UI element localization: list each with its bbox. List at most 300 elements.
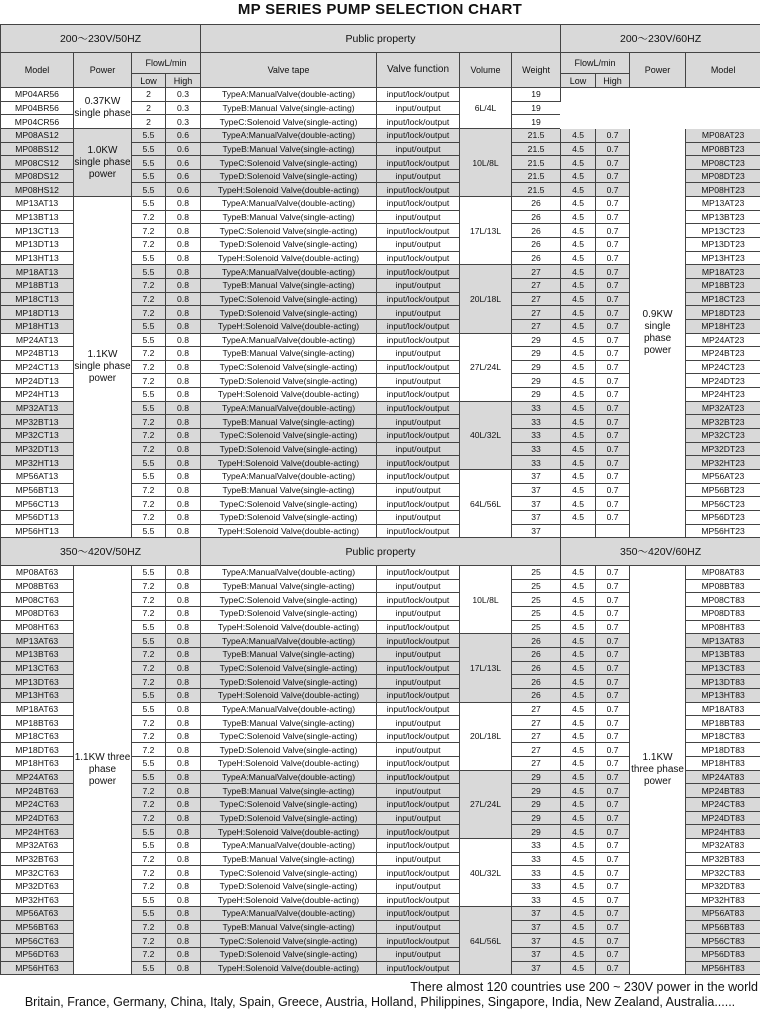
model-cell-right: MP18HT83: [686, 757, 760, 771]
flow-high-cell-right: 0.7: [596, 770, 630, 784]
flow-high-cell-right: 0.7: [596, 401, 630, 415]
flow-low-cell: 7.2: [132, 483, 166, 497]
flow-low-cell: 5.5: [132, 142, 166, 156]
table-row: [1, 128, 760, 142]
weight-cell: 27: [512, 292, 561, 306]
flow-high-cell: 0.8: [166, 593, 201, 607]
flow-high-cell: 0.8: [166, 729, 201, 743]
valve-tape-cell: TypeA:ManualValve(double-acting): [201, 838, 377, 852]
valve-tape-cell: TypeA:ManualValve(double-acting): [201, 469, 377, 483]
flow-high-cell: 0.3: [166, 115, 201, 129]
valve-tape-cell: TypeB:Manual Valve(single-acting): [201, 278, 377, 292]
model-cell: MP56BT63: [1, 920, 74, 934]
flow-low-cell: 7.2: [132, 579, 166, 593]
flow-low-cell-right: 4.5: [561, 770, 596, 784]
valve-tape-column-header: Valve tape: [201, 53, 377, 88]
flow-high-cell-right: 0.7: [596, 893, 630, 907]
flow-low-cell: 7.2: [132, 278, 166, 292]
model-cell-right: MP56AT23: [686, 469, 760, 483]
flow-high-cell: 0.8: [166, 415, 201, 429]
valve-function-cell: input/lock/output: [377, 251, 460, 265]
flow-low-cell: 7.2: [132, 415, 166, 429]
flow-high-cell-right: 0.7: [596, 251, 630, 265]
flow-low-cell-right: 4.5: [561, 169, 596, 183]
model-cell: MP32AT63: [1, 838, 74, 852]
valve-function-cell: input/output: [377, 647, 460, 661]
weight-cell: 37: [512, 483, 561, 497]
valve-function-cell: input/lock/output: [377, 566, 460, 580]
weight-cell: 25: [512, 620, 561, 634]
selection-table: [0, 24, 760, 975]
flow-high-cell: 0.8: [166, 319, 201, 333]
flow-low-cell-right: 4.5: [561, 497, 596, 511]
weight-cell: 25: [512, 566, 561, 580]
flow-high-cell: 0.6: [166, 169, 201, 183]
weight-cell: 27: [512, 319, 561, 333]
valve-function-cell: input/output: [377, 442, 460, 456]
valve-tape-cell: TypeC:Solenoid Valve(single-acting): [201, 156, 377, 170]
flow-high-cell: 0.8: [166, 483, 201, 497]
model-cell: MP18HT63: [1, 757, 74, 771]
model-cell: MP18BT63: [1, 716, 74, 730]
valve-function-cell: input/output: [377, 852, 460, 866]
weight-cell: 33: [512, 456, 561, 470]
valve-function-cell: input/output: [377, 510, 460, 524]
flow-low-cell-right: 4.5: [561, 825, 596, 839]
weight-cell: 26: [512, 688, 561, 702]
valve-function-cell: input/lock/output: [377, 224, 460, 238]
model-cell-right: MP08BT23: [686, 142, 760, 156]
model-cell-right: MP24DT83: [686, 811, 760, 825]
flow-low-cell-right: 4.5: [561, 838, 596, 852]
valve-function-cell: input/output: [377, 675, 460, 689]
weight-cell: 29: [512, 388, 561, 402]
valve-function-cell: input/lock/output: [377, 934, 460, 948]
flow-high-cell: 0.8: [166, 360, 201, 374]
flow-high-cell: 0.8: [166, 852, 201, 866]
flow-high-cell: 0.8: [166, 866, 201, 880]
model-cell: MP56HT63: [1, 961, 74, 975]
flow-high-cell-right: 0.7: [596, 825, 630, 839]
valve-tape-cell: TypeH:Solenoid Valve(double-acting): [201, 961, 377, 975]
valve-tape-cell: TypeC:Solenoid Valve(single-acting): [201, 729, 377, 743]
weight-cell: 37: [512, 497, 561, 511]
valve-tape-cell: TypeB:Manual Valve(single-acting): [201, 579, 377, 593]
flow-low-cell-right: 4.5: [561, 798, 596, 812]
model-cell-right: MP13HT83: [686, 688, 760, 702]
power-cell: 1.1KW three phase power: [74, 566, 132, 975]
valve-tape-cell: TypeH:Solenoid Valve(double-acting): [201, 620, 377, 634]
flow-low-cell-right: 4.5: [561, 401, 596, 415]
valve-function-cell: input/output: [377, 347, 460, 361]
model-cell: MP56HT13: [1, 524, 74, 538]
flow-low-cell: 5.5: [132, 333, 166, 347]
flow-high-cell-right: [596, 524, 630, 538]
weight-cell: 29: [512, 347, 561, 361]
model-cell-right: MP56CT83: [686, 934, 760, 948]
flow-low-cell-right: [561, 524, 596, 538]
flow-low-cell-right: 4.5: [561, 893, 596, 907]
valve-function-cell: input/output: [377, 306, 460, 320]
volume-cell: 27L/24L: [460, 770, 512, 838]
model-cell: MP13HT63: [1, 688, 74, 702]
flow-high-cell-right: 0.7: [596, 442, 630, 456]
flow-high-cell: 0.8: [166, 961, 201, 975]
valve-tape-cell: TypeC:Solenoid Valve(single-acting): [201, 497, 377, 511]
model-cell: MP56AT63: [1, 907, 74, 921]
model-cell-right: MP24AT83: [686, 770, 760, 784]
valve-tape-cell: TypeC:Solenoid Valve(single-acting): [201, 360, 377, 374]
valve-tape-cell: TypeA:ManualValve(double-acting): [201, 333, 377, 347]
flow-high-cell: 0.8: [166, 306, 201, 320]
valve-function-cell: input/lock/output: [377, 893, 460, 907]
model-cell-right: MP24AT23: [686, 333, 760, 347]
model-cell: MP18AT63: [1, 702, 74, 716]
flow-high-cell: 0.8: [166, 566, 201, 580]
model-cell: MP24HT63: [1, 825, 74, 839]
model-cell: MP13HT13: [1, 251, 74, 265]
flow-low-cell: 7.2: [132, 510, 166, 524]
valve-function-cell: input/output: [377, 210, 460, 224]
flow-low-cell-right: 4.5: [561, 197, 596, 211]
model-cell-right: MP08HT23: [686, 183, 760, 197]
model-cell-right: MP32CT83: [686, 866, 760, 880]
weight-cell: 25: [512, 607, 561, 621]
model-cell: MP56BT13: [1, 483, 74, 497]
volume-cell: 6L/4L: [460, 88, 512, 129]
valve-function-cell: input/lock/output: [377, 333, 460, 347]
weight-cell: 27: [512, 729, 561, 743]
model-cell-right: MP18BT83: [686, 716, 760, 730]
flow-low-cell: 5.5: [132, 524, 166, 538]
flow-low-cell: 7.2: [132, 866, 166, 880]
flow-high-cell: 0.8: [166, 292, 201, 306]
model-cell: MP08BS12: [1, 142, 74, 156]
model-cell: MP18AT13: [1, 265, 74, 279]
weight-cell: 33: [512, 838, 561, 852]
model-cell-right: MP08DT83: [686, 607, 760, 621]
flow-high-cell: 0.8: [166, 374, 201, 388]
flow-high-cell: 0.8: [166, 579, 201, 593]
valve-tape-cell: TypeB:Manual Valve(single-acting): [201, 347, 377, 361]
model-cell: MP18DT63: [1, 743, 74, 757]
flow-low-cell: 5.5: [132, 156, 166, 170]
power-cell: 0.37KW single phase: [74, 88, 132, 129]
flow-high-cell: 0.8: [166, 825, 201, 839]
weight-cell: 33: [512, 893, 561, 907]
model-cell: MP24CT63: [1, 798, 74, 812]
flow-low-cell-right: 4.5: [561, 306, 596, 320]
flow-low-cell: 5.5: [132, 757, 166, 771]
flow-low-cell-right: 4.5: [561, 292, 596, 306]
model-cell-right: MP13DT23: [686, 238, 760, 252]
flow-low-cell-right: 4.5: [561, 319, 596, 333]
flow-high-cell-right: 0.7: [596, 278, 630, 292]
model-cell-right: MP13DT83: [686, 675, 760, 689]
flow-high-cell: 0.8: [166, 934, 201, 948]
flow-high-cell: 0.8: [166, 238, 201, 252]
model-cell-right: MP08CT83: [686, 593, 760, 607]
valve-tape-cell: TypeC:Solenoid Valve(single-acting): [201, 115, 377, 129]
volume-cell: 64L/56L: [460, 469, 512, 537]
valve-tape-cell: TypeC:Solenoid Valve(single-acting): [201, 593, 377, 607]
model-cell: MP18HT13: [1, 319, 74, 333]
flow-high-cell-right: 0.7: [596, 620, 630, 634]
model-cell: MP18CT63: [1, 729, 74, 743]
volume-cell: 20L/18L: [460, 702, 512, 770]
valve-tape-cell: TypeA:ManualValve(double-acting): [201, 401, 377, 415]
valve-tape-cell: TypeD:Solenoid Valve(single-acting): [201, 675, 377, 689]
flow-high-cell: 0.8: [166, 429, 201, 443]
weight-cell: 33: [512, 401, 561, 415]
flow-low-cell-right: 4.5: [561, 238, 596, 252]
flow-high-cell: 0.8: [166, 224, 201, 238]
flow-high-cell-right: 0.7: [596, 688, 630, 702]
model-cell: MP08DS12: [1, 169, 74, 183]
flow-high-cell: 0.8: [166, 401, 201, 415]
model-cell-right: MP18DT23: [686, 306, 760, 320]
valve-function-cell: input/lock/output: [377, 757, 460, 771]
valve-function-cell: input/lock/output: [377, 620, 460, 634]
flow-high-cell-right: 0.7: [596, 907, 630, 921]
valve-function-cell: input/lock/output: [377, 156, 460, 170]
model-cell-right: MP18BT23: [686, 278, 760, 292]
model-cell: MP56AT13: [1, 469, 74, 483]
flow-low-cell: 7.2: [132, 607, 166, 621]
flow-low-cell: 5.5: [132, 456, 166, 470]
weight-cell: 37: [512, 920, 561, 934]
flow-high-cell: 0.8: [166, 920, 201, 934]
valve-function-cell: input/output: [377, 101, 460, 115]
flow-high-cell-right: 0.7: [596, 319, 630, 333]
flow-low-cell-right: 4.5: [561, 647, 596, 661]
section-header-row: [1, 538, 760, 566]
model-cell: MP32BT63: [1, 852, 74, 866]
valve-function-cell: input/lock/output: [377, 688, 460, 702]
model-cell-right: MP24DT23: [686, 374, 760, 388]
model-cell: MP08AS12: [1, 128, 74, 142]
flow-low-cell-right: 4.5: [561, 852, 596, 866]
model-cell-right: MP18AT23: [686, 265, 760, 279]
model-cell-right: MP18AT83: [686, 702, 760, 716]
flow-low-cell-right: 4.5: [561, 784, 596, 798]
flow-low-cell-right: 4.5: [561, 265, 596, 279]
flow-low-cell: 7.2: [132, 798, 166, 812]
valve-tape-cell: TypeA:ManualValve(double-acting): [201, 128, 377, 142]
weight-cell: 21.5: [512, 169, 561, 183]
model-cell-right: MP24CT83: [686, 798, 760, 812]
flow-low-cell-right: 4.5: [561, 675, 596, 689]
valve-tape-cell: TypeD:Solenoid Valve(single-acting): [201, 811, 377, 825]
valve-tape-cell: TypeB:Manual Valve(single-acting): [201, 647, 377, 661]
flow-low-cell: 5.5: [132, 634, 166, 648]
valve-function-cell: input/lock/output: [377, 360, 460, 374]
model-cell-right: MP08BT83: [686, 579, 760, 593]
flow-high-cell-right: 0.7: [596, 607, 630, 621]
model-cell: MP13BT63: [1, 647, 74, 661]
flow-high-cell-right: 0.7: [596, 388, 630, 402]
valve-function-cell: input/lock/output: [377, 497, 460, 511]
flow-high-cell-right: 0.7: [596, 265, 630, 279]
model-cell: MP13CT63: [1, 661, 74, 675]
valve-tape-cell: TypeA:ManualValve(double-acting): [201, 634, 377, 648]
flow-low-cell-right: 4.5: [561, 429, 596, 443]
flow-high-cell: 0.8: [166, 497, 201, 511]
flow-low-cell-right: 4.5: [561, 360, 596, 374]
flow-low-cell: 7.2: [132, 593, 166, 607]
flow-high-cell-right: 0.7: [596, 920, 630, 934]
model-cell: MP04CR56: [1, 115, 74, 129]
valve-function-cell: input/lock/output: [377, 798, 460, 812]
model-cell: MP56DT13: [1, 510, 74, 524]
power-cell: 1.0KW single phase power: [74, 128, 132, 196]
flow-low-cell-right: 4.5: [561, 866, 596, 880]
valve-function-cell: input/lock/output: [377, 961, 460, 975]
valve-tape-cell: TypeD:Solenoid Valve(single-acting): [201, 948, 377, 962]
flow-high-cell: 0.8: [166, 278, 201, 292]
flow-high-cell: 0.8: [166, 702, 201, 716]
weight-cell: 33: [512, 442, 561, 456]
flow-low-cell-right: 4.5: [561, 879, 596, 893]
power-cell-right: 0.9KW single phase power: [630, 128, 686, 537]
model-cell: MP32BT13: [1, 415, 74, 429]
flow-low-cell-right: 4.5: [561, 593, 596, 607]
flow-low-cell: 7.2: [132, 934, 166, 948]
valve-function-cell: input/lock/output: [377, 388, 460, 402]
weight-cell: 21.5: [512, 128, 561, 142]
flow-high-cell: 0.8: [166, 907, 201, 921]
model-cell: MP24BT13: [1, 347, 74, 361]
valve-tape-cell: TypeD:Solenoid Valve(single-acting): [201, 743, 377, 757]
flow-low-cell-right: 4.5: [561, 456, 596, 470]
model-cell: MP56CT63: [1, 934, 74, 948]
valve-tape-cell: TypeA:ManualValve(double-acting): [201, 907, 377, 921]
valve-function-cell: input/lock/output: [377, 115, 460, 129]
flow-high-cell-right: 0.7: [596, 238, 630, 252]
valve-tape-cell: TypeH:Solenoid Valve(double-acting): [201, 825, 377, 839]
flow-column-header-right: FlowL/min: [561, 53, 630, 74]
model-cell-right: MP18CT23: [686, 292, 760, 306]
valve-tape-cell: TypeD:Solenoid Valve(single-acting): [201, 169, 377, 183]
valve-function-cell: input/lock/output: [377, 634, 460, 648]
model-cell-right: MP08DT23: [686, 169, 760, 183]
model-cell-right: MP18DT83: [686, 743, 760, 757]
model-cell: MP32HT63: [1, 893, 74, 907]
flow-low-cell-right: 4.5: [561, 142, 596, 156]
weight-cell: 19: [512, 101, 561, 115]
flow-low-cell-right: 4.5: [561, 483, 596, 497]
valve-function-cell: input/lock/output: [377, 88, 460, 102]
model-cell-right: MP13AT83: [686, 634, 760, 648]
flow-low-cell-right: 4.5: [561, 907, 596, 921]
valve-function-cell: input/lock/output: [377, 838, 460, 852]
flow-high-cell-right: 0.7: [596, 811, 630, 825]
flow-low-cell: 5.5: [132, 620, 166, 634]
flow-high-cell: 0.8: [166, 347, 201, 361]
table-row: [1, 88, 760, 102]
flow-low-cell-right: 4.5: [561, 278, 596, 292]
flow-high-cell: 0.8: [166, 388, 201, 402]
flow-high-cell: 0.8: [166, 743, 201, 757]
flow-high-cell-right: 0.7: [596, 360, 630, 374]
flow-low-cell-right: 4.5: [561, 224, 596, 238]
model-cell-right: MP18HT23: [686, 319, 760, 333]
flow-low-cell-right: 4.5: [561, 811, 596, 825]
flow-high-cell: 0.8: [166, 770, 201, 784]
flow-high-cell-right: 0.7: [596, 879, 630, 893]
weight-cell: 29: [512, 770, 561, 784]
flow-high-cell: 0.8: [166, 197, 201, 211]
flow-high-cell-right: 0.7: [596, 852, 630, 866]
flow-low-cell: 5.5: [132, 907, 166, 921]
flow-low-cell: 7.2: [132, 661, 166, 675]
flow-low-cell-right: 4.5: [561, 415, 596, 429]
valve-tape-cell: TypeC:Solenoid Valve(single-acting): [201, 292, 377, 306]
model-cell: MP04AR56: [1, 88, 74, 102]
model-cell: MP08CT63: [1, 593, 74, 607]
flow-low-cell: 5.5: [132, 961, 166, 975]
flow-high-cell: 0.8: [166, 757, 201, 771]
flow-low-cell: 7.2: [132, 374, 166, 388]
model-cell-right: MP32DT23: [686, 442, 760, 456]
flow-high-cell: 0.8: [166, 838, 201, 852]
flow-low-header-right: Low: [561, 74, 596, 88]
valve-tape-cell: TypeC:Solenoid Valve(single-acting): [201, 224, 377, 238]
weight-cell: 37: [512, 961, 561, 975]
flow-high-cell-right: 0.7: [596, 729, 630, 743]
valve-function-cell: input/lock/output: [377, 866, 460, 880]
valve-function-cell: input/lock/output: [377, 456, 460, 470]
weight-cell: 37: [512, 948, 561, 962]
weight-cell: 21.5: [512, 156, 561, 170]
flow-low-cell: 2: [132, 101, 166, 115]
flow-high-cell-right: 0.7: [596, 156, 630, 170]
valve-tape-cell: TypeH:Solenoid Valve(double-acting): [201, 388, 377, 402]
valve-function-cell: input/output: [377, 483, 460, 497]
valve-function-cell: input/lock/output: [377, 825, 460, 839]
flow-low-cell: 7.2: [132, 210, 166, 224]
weight-cell: 27: [512, 716, 561, 730]
weight-cell: 26: [512, 210, 561, 224]
valve-function-cell: input/lock/output: [377, 429, 460, 443]
model-cell: MP56CT13: [1, 497, 74, 511]
flow-low-cell-right: 4.5: [561, 716, 596, 730]
flow-low-cell: 5.5: [132, 688, 166, 702]
valve-function-cell: input/output: [377, 579, 460, 593]
weight-column-header: Weight: [512, 53, 561, 88]
weight-cell: 33: [512, 415, 561, 429]
valve-tape-cell: TypeH:Solenoid Valve(double-acting): [201, 183, 377, 197]
flow-low-cell: 7.2: [132, 948, 166, 962]
flow-low-cell: 7.2: [132, 852, 166, 866]
power-column-header: Power: [74, 53, 132, 88]
flow-high-cell: 0.8: [166, 210, 201, 224]
model-cell-right: MP32BT23: [686, 415, 760, 429]
model-cell: MP24DT13: [1, 374, 74, 388]
flow-low-cell-right: 4.5: [561, 442, 596, 456]
valve-function-cell: input/output: [377, 415, 460, 429]
valve-function-cell: input/output: [377, 948, 460, 962]
weight-cell: 19: [512, 115, 561, 129]
flow-high-cell-right: 0.7: [596, 197, 630, 211]
power-cell-right: 1.1KW three phase power: [630, 566, 686, 975]
flow-low-cell: 5.5: [132, 251, 166, 265]
footer-countries: Britain, France, Germany, China, Italy, Spain, Greece, Austria, Holland, Philippines, Singapore, India, New Zealand, Australia......: [24, 995, 736, 1010]
model-cell: MP13CT13: [1, 224, 74, 238]
flow-low-cell-right: 4.5: [561, 934, 596, 948]
model-cell: MP32AT13: [1, 401, 74, 415]
flow-high-cell: 0.6: [166, 183, 201, 197]
